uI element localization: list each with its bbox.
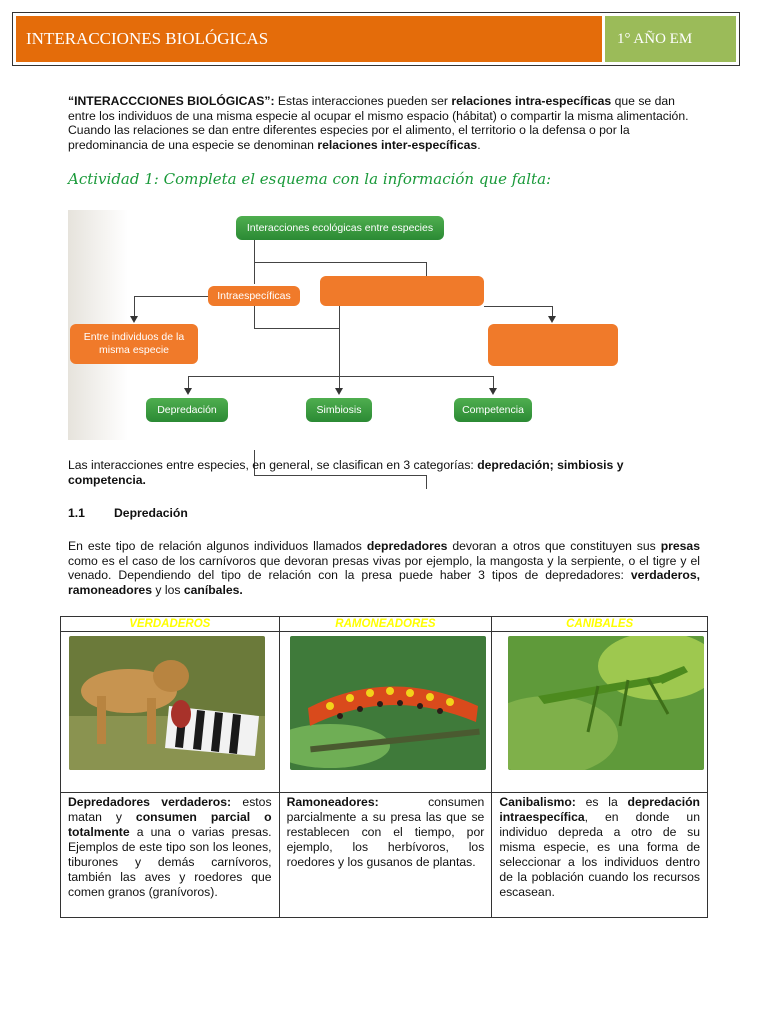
node-intra-child: Entre individuos de la misma especie [70,324,198,364]
desc2-text-1: consumen parcialmente a su presa las que se restablecen con el tiempo, por ejemplo, los herbívoros, los roedores y los gusanos de plantas. [286,795,485,869]
desc-ramoneadores [279,793,492,918]
image-cell-lion [61,632,280,793]
dep-text-4: y los [152,582,184,597]
connector [254,306,255,328]
desc3-text-2: , en donde un individuo depreda a otro de su misma especie, es una forma de seleccionar a los individuos dentro de la población cuando los recursos escasean. [499,810,700,899]
arrow-head [184,388,192,395]
connector [134,296,135,318]
connector [484,306,552,307]
connector [339,306,340,376]
desc3-bold-1: Canibalismo: [499,795,576,809]
desc2-bold-1: Ramoneadores: [286,795,379,809]
intro-bold-1: relaciones intra-específicas [451,94,612,108]
intro-text-1: Estas interacciones pueden ser [274,94,452,108]
node-intraespecificas: Intraespecíficas [208,286,300,306]
connector [426,262,427,276]
desc1-text-2: a una o varias presas. Ejemplos de este tipo son los leones, tiburones y demás carnívoros, también las aves y roedores que comen granos (granívoros). [68,825,272,899]
connector [339,376,340,388]
desc1-bold-2: consumen parcial o totalmente [68,810,272,839]
connector [493,376,494,388]
intro-text-3: . [477,137,481,152]
desc3-bold-2: depredación intraespecífica [499,795,700,824]
lion-zebra-photo [69,636,265,770]
dep-bold-4: caníbales. [183,582,243,597]
section-title: Depredación [114,506,188,520]
header-ramoneadores: RAMONEADORES [279,617,492,632]
dep-text-3: como es el caso de los carnívoros que devoran presas vivas por ejemplo, la mangosta y la serpiente, o el tigre y el venado. Dependiendo del tipo de relación con la presa puede haber 3 tipos de depredadores: [68,553,700,583]
mantis-photo [508,636,704,770]
node-blank-inter-child[interactable] [488,324,618,366]
section-heading [68,506,188,520]
section-number: 1.1 [68,506,85,520]
intro-bold-2: relaciones inter-específicas [317,137,478,152]
arrow-head [548,316,556,323]
connector [134,296,208,297]
node-depredacion: Depredación [146,398,228,422]
dep-bold-1: depredadores [366,539,448,553]
dep-bold-2: presas [660,539,700,553]
connector [254,262,426,263]
node-root: Interacciones ecológicas entre especies [236,216,444,240]
activity-title: Actividad 1: Completa el esquema con la información que falta: [68,170,552,188]
header-canibales: CANIBALES [492,617,708,632]
header-verdaderos: VERDADEROS [61,617,280,632]
node-blank-inter[interactable] [320,276,484,306]
desc1-text-1: estos matan y [68,795,272,824]
desc-verdaderos [61,793,280,918]
connector [254,328,339,329]
interaction-diagram [68,210,550,440]
desc-canibales [492,793,708,918]
header-grade: 1° AÑO EM [605,16,736,62]
depredacion-paragraph [68,539,700,597]
intro-paragraph [68,94,700,152]
intro-text-2: que se dan entre los individuos de una misma especie al ocupar el mismo espacio (hábitat) o compartir la misma alimentación. Cuando las relaciones se dan entre diferentes especies por el alimento, el territorio o la defensa o por la predominancia de una especie se denominan [68,94,689,152]
node-competencia: Competencia [454,398,532,422]
categories-bold: depredación; simbiosis y competencia. [68,458,624,487]
dep-text-1: En este tipo de relación algunos individuos llamados [68,539,367,553]
dep-text-2: devoran a otros que constituyen sus [447,539,661,553]
caterpillar-photo [290,636,486,770]
connector [188,376,493,377]
arrow-head [335,388,343,395]
intro-lead: “INTERACCCIONES BIOLÓGICAS”: [68,94,275,108]
arrow-head [489,388,497,395]
node-simbiosis: Simbiosis [306,398,372,422]
connector [254,262,255,284]
image-cell-mantis [492,632,708,793]
desc1-bold-1: Depredadores verdaderos: [68,795,232,809]
predator-table [60,616,708,918]
image-cell-caterpillar [279,632,492,793]
dep-bold-3: verdaderos, ramoneadores [68,568,700,597]
categories-text: Las interacciones entre especies, en general, se clasifican en 3 categorías: [68,458,478,472]
desc3-text-1: es la [575,795,628,809]
header-title: INTERACCIONES BIOLÓGICAS [16,16,602,62]
connector [254,240,255,262]
categories-paragraph [68,458,700,487]
connector [188,376,189,388]
arrow-head [130,316,138,323]
